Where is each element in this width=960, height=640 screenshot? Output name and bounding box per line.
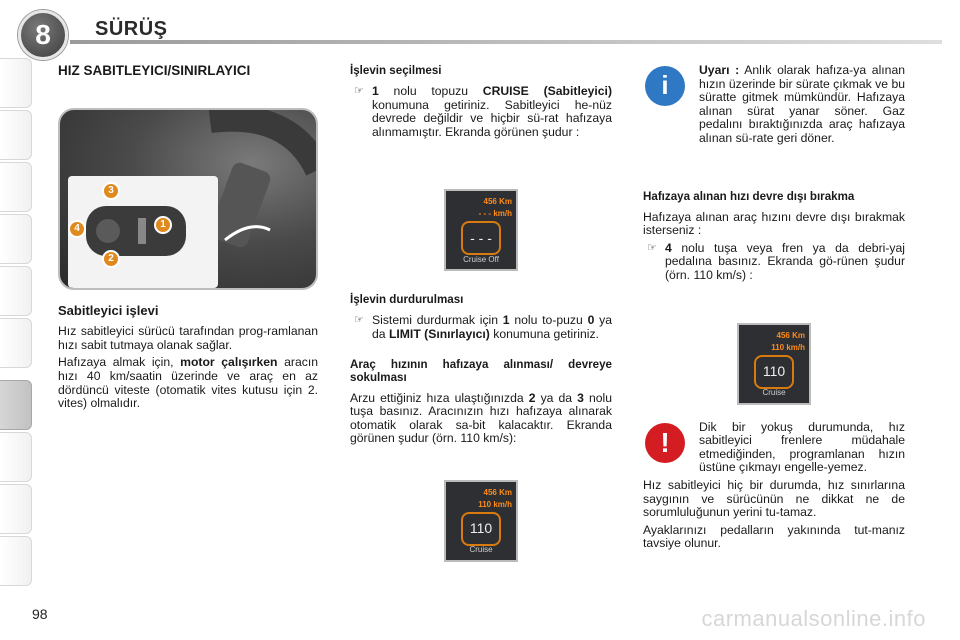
hand-pointer-icon: ☞	[354, 85, 364, 97]
callout-1-badge: 1	[154, 216, 172, 234]
chapter-tab[interactable]	[0, 318, 32, 368]
paragraph: Arzu ettiğiniz hıza ulaştığınızda 2 ya da 3 nolu tuşa basınız. Aracınızın hızı hafızaya alınarak otomatik olarak sa-bit kalacaktır. Ekranda görünen şudur (örn. 110 km/s):	[350, 390, 613, 446]
danger-note: ! Dik bir yokuş durumunda, hız sabitleyici frenlere müdahale etmediğinden, programlanan hızın üstüne çıkmayı engelle-yemez.	[643, 421, 905, 475]
paragraph: Hız sabitleyici hiç bir durumda, hız sınırlarına saygının ve sürücünün ne dikkat ne de sorumluluğunun yerini tu-tamaz.	[643, 477, 905, 520]
section-heading: Araç hızının hafızaya alınması/ devreye sokulması	[350, 357, 612, 384]
subsection-title: Sabitleyici işlevi	[58, 302, 159, 318]
chapter-tab[interactable]	[0, 110, 32, 160]
callout-4-badge: 4	[68, 220, 86, 238]
paragraph: Hafızaya alınan araç hızını devre dışı bırakmak isterseniz :	[643, 209, 905, 238]
column-middle	[350, 64, 612, 562]
chapter-tab[interactable]	[0, 432, 32, 482]
chapter-tab-active[interactable]	[0, 380, 32, 430]
chapter-tab[interactable]	[0, 214, 32, 264]
bullet-item: ☞ 1 nolu topuzu CRUISE (Sabitleyici) konumuna getiriniz. Sabitleyici he-nüz devrede değildir ve hiçbir sü-rat hafızaya alınmamıştır. Ekranda görünen şudur :	[354, 84, 613, 139]
column-right	[643, 64, 905, 555]
section-title: HIZ SABITLEYICI/SINIRLAYICI	[58, 63, 251, 78]
exclamation-icon: !	[645, 423, 685, 463]
paragraph: Hız sabitleyici sürücü tarafından prog-ramlanan hızı sabit tutmaya olanak sağlar.	[58, 324, 318, 352]
stalk-detail-inset	[68, 176, 218, 288]
watermark: carmanualsonline.info	[701, 606, 926, 631]
chapter-tab[interactable]	[0, 162, 32, 212]
info-icon: i	[645, 66, 685, 106]
callout-3-badge: 3	[102, 182, 120, 200]
chapter-tab[interactable]	[0, 266, 32, 316]
bullet-item: ☞ Sistemi durdurmak için 1 nolu to-puzu 0 ya da LIMIT (Sınırlayıcı) konumuna getiriniz.	[354, 313, 612, 341]
chapter-tab[interactable]	[0, 484, 32, 534]
paragraph: Ayaklarınızı pedalların yakınında tut-manız tavsiye olunur.	[643, 522, 905, 551]
section-heading: Hafızaya alınan hızı devre dışı bırakma	[643, 189, 855, 203]
instrument-display-cruise-set: 456 Km 110 km/h 110 Cruise	[444, 480, 518, 562]
chapter-number-badge: 8	[18, 10, 68, 60]
callout-2-badge: 2	[102, 250, 120, 268]
instrument-display-cruise-suspended: 456 Km 110 km/h 110 Cruise	[737, 323, 811, 405]
cruise-control-stalk-photo	[58, 108, 318, 290]
warning-note: Uyarı : Anlık olarak hafıza-ya alınan hızın üzerinde bir sürate çıkmak ve bu süratte gitmek mümkündür. Hafızaya alınan sürat yanar söner. Gaz pedalını bıraktığınızda araç hafızaya alınan sü-rate geri döner.	[699, 63, 905, 145]
header-bar	[70, 40, 942, 44]
chapter-tab[interactable]	[0, 536, 32, 586]
section-heading: İşlevin seçilmesi	[350, 64, 442, 77]
stalk-lever-icon	[68, 176, 218, 288]
chapter-title: SÜRÜŞ	[95, 18, 168, 40]
section-heading: İşlevin durdurulması	[350, 293, 464, 307]
chapter-tab-strip	[0, 0, 34, 640]
paragraph: Hafızaya almak için, motor çalışırken aracın hızı 40 km/saatin üzerinde ve araç en az dördüncü viteste (otomatik vites kutusu için 2. vites) olmalıdır.	[58, 355, 319, 411]
column-left	[58, 64, 318, 415]
chapter-tab[interactable]	[0, 58, 32, 108]
hand-pointer-icon: ☞	[354, 314, 364, 327]
hand-pointer-icon: ☞	[647, 241, 657, 254]
bullet-item: ☞ 4 nolu tuşa veya fren ya da debri-yaj pedalına basınız. Ekranda gö-rünen şudur (örn. 110 km/s) :	[647, 240, 905, 282]
instrument-display-cruise-off: 456 Km - - - km/h - - - Cruise Off	[444, 189, 518, 271]
page-number: 98	[32, 606, 48, 622]
